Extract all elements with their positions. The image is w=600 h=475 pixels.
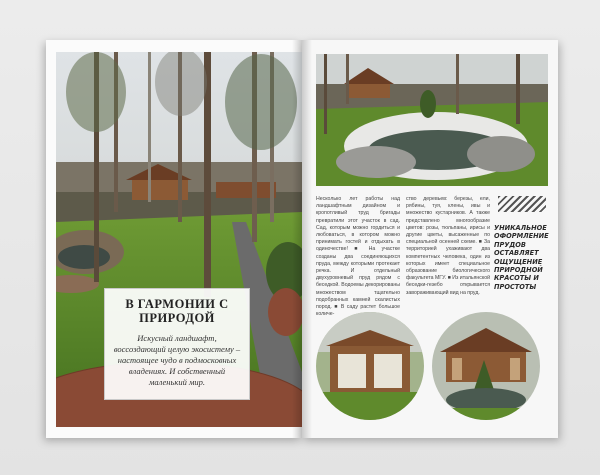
caption-text: Искусный ландшафт, воссоздающий целую экосистему – настоящее чудо в подмосковных владениях. И собственный маленький мир. [113,333,241,387]
caption-box [104,288,250,400]
article-column-2 [406,196,490,297]
diagonal-stripes-icon [498,196,546,212]
pull-quote: УНИКАЛЬНОЕ ОФОРМЛЕНИЕ ПРУДОВ ОСТАВЛЯЕТ ОЩУЩЕНИЕ ПРИРОДНОЙ КРАСОТЫ И ПРОСТОТЫ [494,224,549,291]
column-1-text: Несколько лет работы над ландшафтным дизайном и кропотливый труд бригады превратили этот участок в сад. Сад, которым можно гордиться и любоваться, в котором можно принимать гостей и отдыхать в одиночестве! ■ На участке созданы два соединяющихся пруда, между которыми протекает речка. И отдельный двухуровневый пруд рядом с беседкой. Водоемы декорированы множеством тщательно подобранных камней скалистых пород. ■ В саду растет большое количе- [316,196,400,318]
caption-title: В ГАРМОНИИ С ПРИРОДОЙ [125,297,229,325]
gazebo-photo-1 [316,312,424,420]
pond-photo [316,54,548,186]
article-column-1 [316,196,400,318]
gazebo-photo-2 [432,312,540,420]
column-2-text: ство деревьев: березы, ели, рябины, туя, клены, ивы и множество кустарников. А также представлено многообразие цветов: розы, тюльпаны, ирисы и другие цветы, высаженные по специальной осенней схеме. ■ За территорией ухаживают два компетентных человека, один из которых имеет специальное образование биологического факультета МГУ. ■ Из итальянской беседки-гезебо открывается завораживающий вид на пруд. [406,196,490,296]
